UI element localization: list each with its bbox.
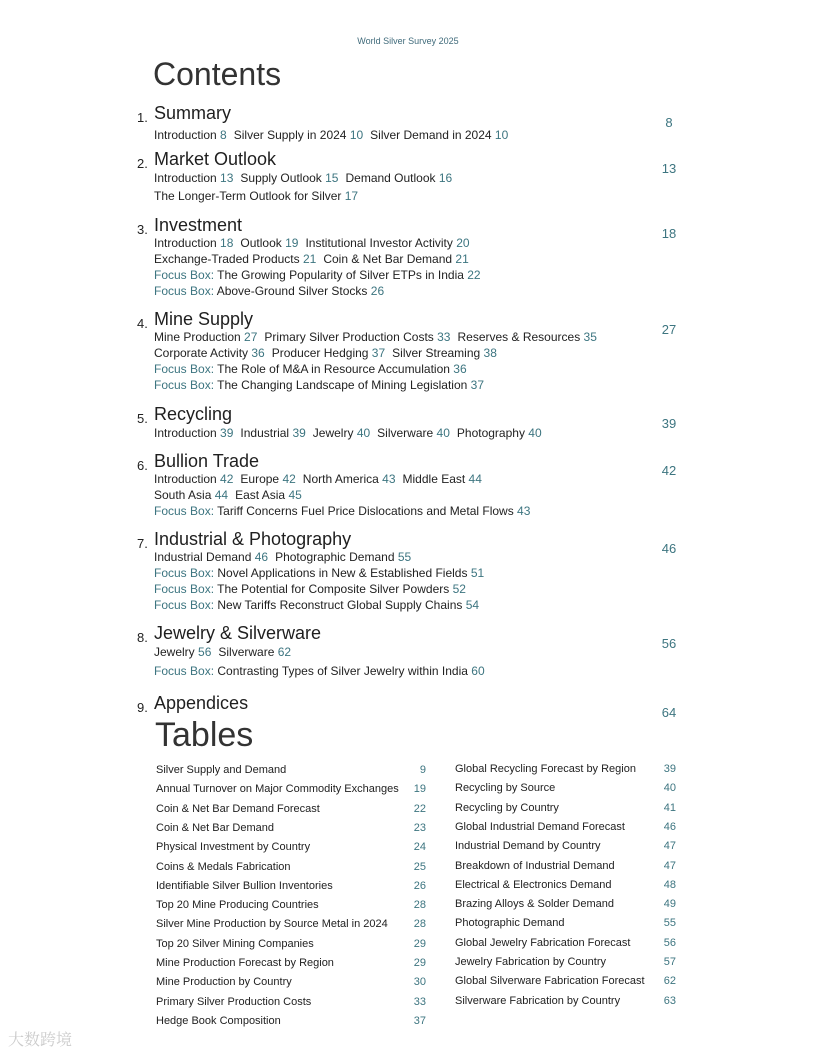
section-number: 1. (137, 110, 148, 125)
subsection-page-number: 21 (302, 252, 317, 266)
subsection-entry[interactable] (154, 472, 233, 486)
table-list-item[interactable]: Electrical & Electronics Demand (455, 878, 612, 891)
subsection-page-number: 52 (452, 582, 466, 596)
subsection-title: Primary Silver Production Costs (264, 330, 438, 344)
table-list-item[interactable]: Breakdown of Industrial Demand (455, 859, 615, 872)
table-list-item[interactable]: Coin & Net Bar Demand (156, 821, 274, 834)
subsection-page-number: 37 (371, 346, 386, 360)
subsection-page-number: 56 (198, 645, 212, 659)
table-page-number[interactable]: 56 (663, 936, 676, 949)
focus-box-label: Focus Box: (154, 582, 218, 596)
table-list-item[interactable]: Mine Production Forecast by Region (156, 957, 334, 969)
subsection-line (154, 504, 537, 518)
subsection-page-number: 62 (277, 645, 292, 659)
subsection-line (154, 472, 489, 486)
subsection-page-number: 40 (528, 426, 542, 440)
subsection-entry[interactable] (305, 236, 469, 250)
subsection-line (154, 645, 298, 659)
table-page-number[interactable]: 57 (663, 956, 676, 968)
table-list-item[interactable]: Brazing Alloys & Solder Demand (455, 898, 614, 911)
subsection-title: Outlook (240, 236, 286, 250)
subsection-line (154, 346, 504, 360)
subsection-title: Introduction (154, 171, 221, 185)
section-title[interactable]: Jewelry & Silverware (154, 623, 322, 643)
subsection-entry[interactable] (264, 330, 450, 344)
subsection-title: Industrial (240, 426, 293, 440)
table-list-item[interactable]: Annual Turnover on Major Commodity Exchanges (156, 783, 399, 796)
table-list-item[interactable]: Photographic Demand (455, 917, 565, 930)
subsection-page-number: 44 (214, 488, 229, 502)
subsection-line (154, 598, 486, 612)
section-page-number[interactable]: 18 (661, 226, 677, 241)
subsection-title: Introduction (154, 426, 221, 440)
subsection-line (154, 582, 473, 596)
table-page-number[interactable]: 28 (413, 899, 426, 912)
table-list-item[interactable]: Global Recycling Forecast by Region (455, 763, 636, 775)
focus-box-label: Focus Box: (154, 598, 218, 612)
table-page-number[interactable]: 25 (413, 860, 426, 873)
section-title[interactable]: Bullion Trade (154, 451, 260, 471)
subsection-line (154, 664, 492, 678)
subsection-line (154, 426, 549, 440)
subsection-title: Coin & Net Bar Demand (323, 252, 456, 266)
section-number: 6. (137, 458, 148, 473)
subsection-entry[interactable] (154, 171, 233, 185)
section-title[interactable]: Mine Supply (154, 309, 254, 329)
section-title[interactable]: Market Outlook (154, 149, 277, 169)
table-list-item[interactable]: Mine Production by Country (156, 976, 292, 989)
subsection-entry[interactable] (154, 488, 228, 502)
table-page-number[interactable]: 29 (413, 937, 426, 950)
subsection-entry[interactable] (154, 550, 268, 564)
subsection-title: The Potential for Composite Silver Powders (217, 582, 453, 596)
table-list-item[interactable]: Recycling by Country (455, 801, 559, 814)
subsection-page-number: 22 (467, 268, 481, 282)
subsection-entry[interactable] (154, 189, 358, 203)
table-list-item[interactable]: Top 20 Silver Mining Companies (156, 937, 314, 950)
subsection-title: Supply Outlook (240, 171, 326, 185)
subsection-line (154, 268, 488, 282)
subsection-page-number: 35 (583, 330, 597, 344)
subsection-entry[interactable] (457, 330, 596, 344)
table-list-item[interactable]: Primary Silver Production Costs (156, 995, 312, 1008)
focus-box-label: Focus Box: (154, 362, 218, 376)
subsection-entry[interactable] (154, 330, 257, 344)
table-list-item[interactable]: Silver Supply and Demand (156, 764, 287, 776)
focus-box-label: Focus Box: (154, 284, 217, 298)
table-page-number[interactable]: 23 (413, 821, 426, 834)
subsection-page-number: 39 (220, 426, 234, 440)
focus-box-label: Focus Box: (154, 378, 218, 392)
section-title[interactable]: Appendices (154, 693, 249, 713)
section-page-number[interactable]: 42 (661, 463, 677, 478)
table-list-item[interactable]: Global Industrial Demand Forecast (455, 820, 625, 833)
subsection-entry[interactable] (154, 284, 384, 298)
table-page-number[interactable]: 29 (413, 957, 426, 969)
subsection-entry[interactable] (303, 472, 396, 486)
subsection-entry[interactable] (235, 488, 302, 502)
section-title[interactable]: Summary (154, 103, 232, 123)
subsection-title: Institutional Investor Activity (305, 236, 457, 250)
table-page-number[interactable]: 26 (413, 879, 426, 892)
subsection-entry[interactable] (154, 598, 479, 612)
subsection-line (154, 128, 515, 142)
subsection-entry[interactable] (154, 268, 481, 282)
subsection-title: Industrial Demand (154, 550, 255, 564)
subsection-entry[interactable] (154, 362, 467, 376)
subsection-page-number: 36 (453, 362, 467, 376)
section-title[interactable]: Investment (154, 215, 243, 235)
subsection-page-number: 36 (251, 346, 265, 360)
subsection-title: Silverware (377, 426, 437, 440)
subsection-entry[interactable] (154, 346, 265, 360)
subsection-line (154, 566, 491, 580)
subsection-title: Contrasting Types of Silver Jewelry within India (217, 664, 472, 678)
focus-box-label: Focus Box: (154, 268, 218, 282)
subsection-entry[interactable] (154, 426, 233, 440)
section-number: 4. (137, 316, 148, 331)
subsection-entry[interactable] (323, 252, 468, 266)
subsection-title: Above-Ground Silver Stocks (216, 284, 371, 298)
table-page-number[interactable]: 47 (663, 859, 676, 872)
subsection-entry[interactable] (403, 472, 482, 486)
table-page-number[interactable]: 22 (413, 802, 426, 815)
subsection-entry[interactable] (275, 550, 411, 564)
focus-box-label: Focus Box: (154, 664, 218, 678)
subsection-page-number: 39 (292, 426, 306, 440)
subsection-page-number: 26 (370, 284, 385, 298)
subsection-entry[interactable] (240, 236, 298, 250)
table-page-number[interactable]: 41 (663, 801, 676, 814)
table-page-number[interactable]: 48 (663, 878, 676, 891)
table-list-item[interactable]: Silver Mine Production by Source Metal in 2024 (156, 918, 388, 931)
subsection-entry[interactable] (240, 171, 338, 185)
subsection-page-number: 42 (282, 472, 296, 486)
focus-box-label: Focus Box: (154, 566, 218, 580)
table-page-number[interactable]: 37 (413, 1014, 426, 1027)
subsection-line (154, 362, 474, 376)
subsection-page-number: 54 (465, 598, 480, 612)
subsection-entry[interactable] (154, 252, 316, 266)
subsection-entry[interactable] (154, 645, 211, 659)
subsection-line (154, 330, 604, 344)
subsection-entry[interactable] (154, 664, 485, 678)
subsection-page-number: 8 (220, 128, 227, 142)
subsection-entry[interactable] (154, 236, 233, 250)
subsection-page-number: 17 (344, 189, 359, 203)
table-page-number[interactable]: 39 (663, 763, 676, 775)
subsection-title: Silver Supply in 2024 (233, 128, 350, 142)
table-page-number[interactable]: 46 (663, 820, 676, 833)
subsection-page-number: 16 (438, 171, 453, 185)
subsection-line (154, 550, 418, 564)
subsection-entry[interactable] (154, 504, 530, 518)
subsection-entry[interactable] (154, 582, 466, 596)
table-list-item[interactable]: Identifiable Silver Bullion Inventories (156, 879, 333, 892)
subsection-entry[interactable] (154, 566, 484, 580)
subsection-title: Producer Hedging (271, 346, 372, 360)
section-title[interactable]: Recycling (154, 404, 233, 424)
table-page-number[interactable]: 63 (663, 994, 676, 1007)
table-page-number[interactable]: 28 (413, 918, 426, 931)
table-list-item[interactable]: Top 20 Mine Producing Countries (156, 899, 319, 912)
subsection-line (154, 236, 477, 250)
section-number: 8. (137, 630, 148, 645)
focus-box-label: Focus Box: (154, 504, 218, 518)
subsection-title: The Role of M&A in Resource Accumulation (217, 362, 454, 376)
subsection-page-number: 13 (220, 171, 234, 185)
subsection-title: Jewelry (312, 426, 357, 440)
section-number: 7. (137, 536, 148, 551)
subsection-title: South Asia (154, 488, 215, 502)
subsection-title: Novel Applications in New & Established Fields (217, 566, 471, 580)
subsection-title: Jewelry (154, 645, 199, 659)
subsection-page-number: 55 (397, 550, 412, 564)
subsection-title: New Tariffs Reconstruct Global Supply Chains (217, 598, 466, 612)
table-page-number[interactable]: 47 (663, 840, 676, 853)
subsection-entry[interactable] (272, 346, 385, 360)
subsection-page-number: 40 (356, 426, 371, 440)
running-head: World Silver Survey 2025 (357, 36, 459, 46)
subsection-page-number: 27 (244, 330, 258, 344)
table-page-number[interactable]: 62 (663, 975, 676, 988)
subsection-entry[interactable] (240, 426, 305, 440)
subsection-page-number: 42 (220, 472, 234, 486)
subsection-page-number: 46 (254, 550, 269, 564)
subsection-page-number: 37 (470, 378, 485, 392)
subsection-title: Reserves & Resources (457, 330, 584, 344)
subsection-page-number: 20 (456, 236, 470, 250)
subsection-entry[interactable] (345, 171, 452, 185)
subsection-page-number: 15 (325, 171, 339, 185)
table-list-item[interactable]: Industrial Demand by Country (455, 840, 601, 853)
section-page-number[interactable]: 13 (661, 161, 677, 176)
table-list-item[interactable]: Silverware Fabrication by Country (455, 994, 621, 1007)
subsection-title: North America (302, 472, 383, 486)
subsection-title: Middle East (402, 472, 469, 486)
table-list-item[interactable]: Physical Investment by Country (156, 841, 311, 854)
subsection-page-number: 40 (436, 426, 450, 440)
subsection-title: Mine Production (154, 330, 245, 344)
section-page-number[interactable]: 27 (661, 322, 677, 337)
subsection-page-number: 43 (382, 472, 396, 486)
section-page-number[interactable]: 46 (661, 541, 677, 556)
subsection-line (154, 171, 459, 185)
subsection-title: Corporate Activity (154, 346, 252, 360)
section-title[interactable]: Industrial & Photography (154, 529, 352, 549)
subsection-page-number: 10 (349, 128, 364, 142)
subsection-entry[interactable] (154, 378, 484, 392)
section-page-number[interactable]: 39 (661, 416, 677, 431)
table-list-item[interactable]: Coins & Medals Fabrication (156, 860, 291, 873)
table-page-number[interactable]: 55 (663, 917, 676, 930)
section-page-number[interactable]: 8 (665, 115, 673, 130)
section-number: 2. (137, 156, 148, 171)
subsection-title: Silver Streaming (392, 346, 484, 360)
subsection-title: East Asia (235, 488, 289, 502)
subsection-page-number: 43 (517, 504, 531, 518)
table-list-item[interactable]: Recycling by Source (455, 782, 556, 795)
table-page-number[interactable]: 40 (663, 782, 676, 795)
tables-title: Tables (155, 716, 254, 754)
subsection-entry[interactable] (240, 472, 295, 486)
table-page-number[interactable]: 33 (413, 995, 426, 1008)
subsection-title: Silver Demand in 2024 (370, 128, 495, 142)
subsection-page-number: 33 (437, 330, 451, 344)
subsection-line (154, 488, 309, 502)
section-number: 5. (137, 411, 148, 426)
table-page-number[interactable]: 19 (413, 783, 426, 796)
subsection-page-number: 18 (220, 236, 234, 250)
subsection-entry[interactable] (370, 128, 508, 142)
subsection-title: Europe (240, 472, 283, 486)
subsection-page-number: 10 (494, 128, 509, 142)
table-page-number[interactable]: 24 (413, 841, 426, 854)
subsection-line (154, 284, 391, 298)
subsection-title: Demand Outlook (345, 171, 439, 185)
subsection-page-number: 19 (285, 236, 299, 250)
subsection-title: Introduction (154, 236, 221, 250)
subsection-title: Tariff Concerns Fuel Price Dislocations and Metal Flows (217, 504, 518, 518)
subsection-page-number: 21 (455, 252, 469, 266)
subsection-title: The Growing Popularity of Silver ETPs in India (217, 268, 468, 282)
subsection-title: Silverware (218, 645, 278, 659)
subsection-page-number: 60 (471, 664, 485, 678)
subsection-page-number: 38 (483, 346, 497, 360)
table-page-number[interactable]: 9 (419, 764, 426, 776)
table-list-item[interactable]: Jewelry Fabrication by Country (455, 956, 607, 968)
subsection-line (154, 252, 476, 266)
subsection-title: Exchange-Traded Products (154, 252, 303, 266)
subsection-title: Photographic Demand (275, 550, 398, 564)
section-page-number[interactable]: 56 (661, 636, 677, 651)
subsection-title: Introduction (154, 128, 221, 142)
subsection-entry[interactable] (457, 426, 542, 440)
section-number: 3. (137, 222, 148, 237)
section-page-number[interactable]: 64 (661, 705, 677, 720)
subsection-title: Photography (456, 426, 529, 440)
table-list-item[interactable]: Coin & Net Bar Demand Forecast (156, 802, 320, 815)
subsection-entry[interactable] (234, 128, 363, 142)
subsection-line (154, 378, 491, 392)
table-list-item[interactable]: Hedge Book Composition (156, 1014, 281, 1027)
subsection-page-number: 45 (288, 488, 302, 502)
table-page-number[interactable]: 49 (663, 898, 676, 911)
subsection-entry[interactable] (392, 346, 497, 360)
contents-title: Contents (153, 56, 282, 92)
table-list-item[interactable]: Global Silverware Fabrication Forecast (455, 975, 645, 988)
subsection-line (154, 189, 365, 203)
subsection-entry[interactable] (377, 426, 450, 440)
subsection-page-number: 44 (468, 472, 482, 486)
subsection-title: The Longer-Term Outlook for Silver (154, 189, 345, 203)
subsection-page-number: 51 (470, 566, 485, 580)
watermark-logo: 大数跨境 (8, 1032, 73, 1049)
table-list-item[interactable]: Global Jewelry Fabrication Forecast (455, 936, 631, 949)
subsection-title: The Changing Landscape of Mining Legislation (217, 378, 471, 392)
section-number: 9. (137, 700, 148, 715)
subsection-entry[interactable] (218, 645, 291, 659)
subsection-title: Introduction (154, 472, 221, 486)
subsection-entry[interactable] (313, 426, 370, 440)
subsection-entry[interactable] (154, 128, 227, 142)
table-page-number[interactable]: 30 (413, 976, 426, 989)
